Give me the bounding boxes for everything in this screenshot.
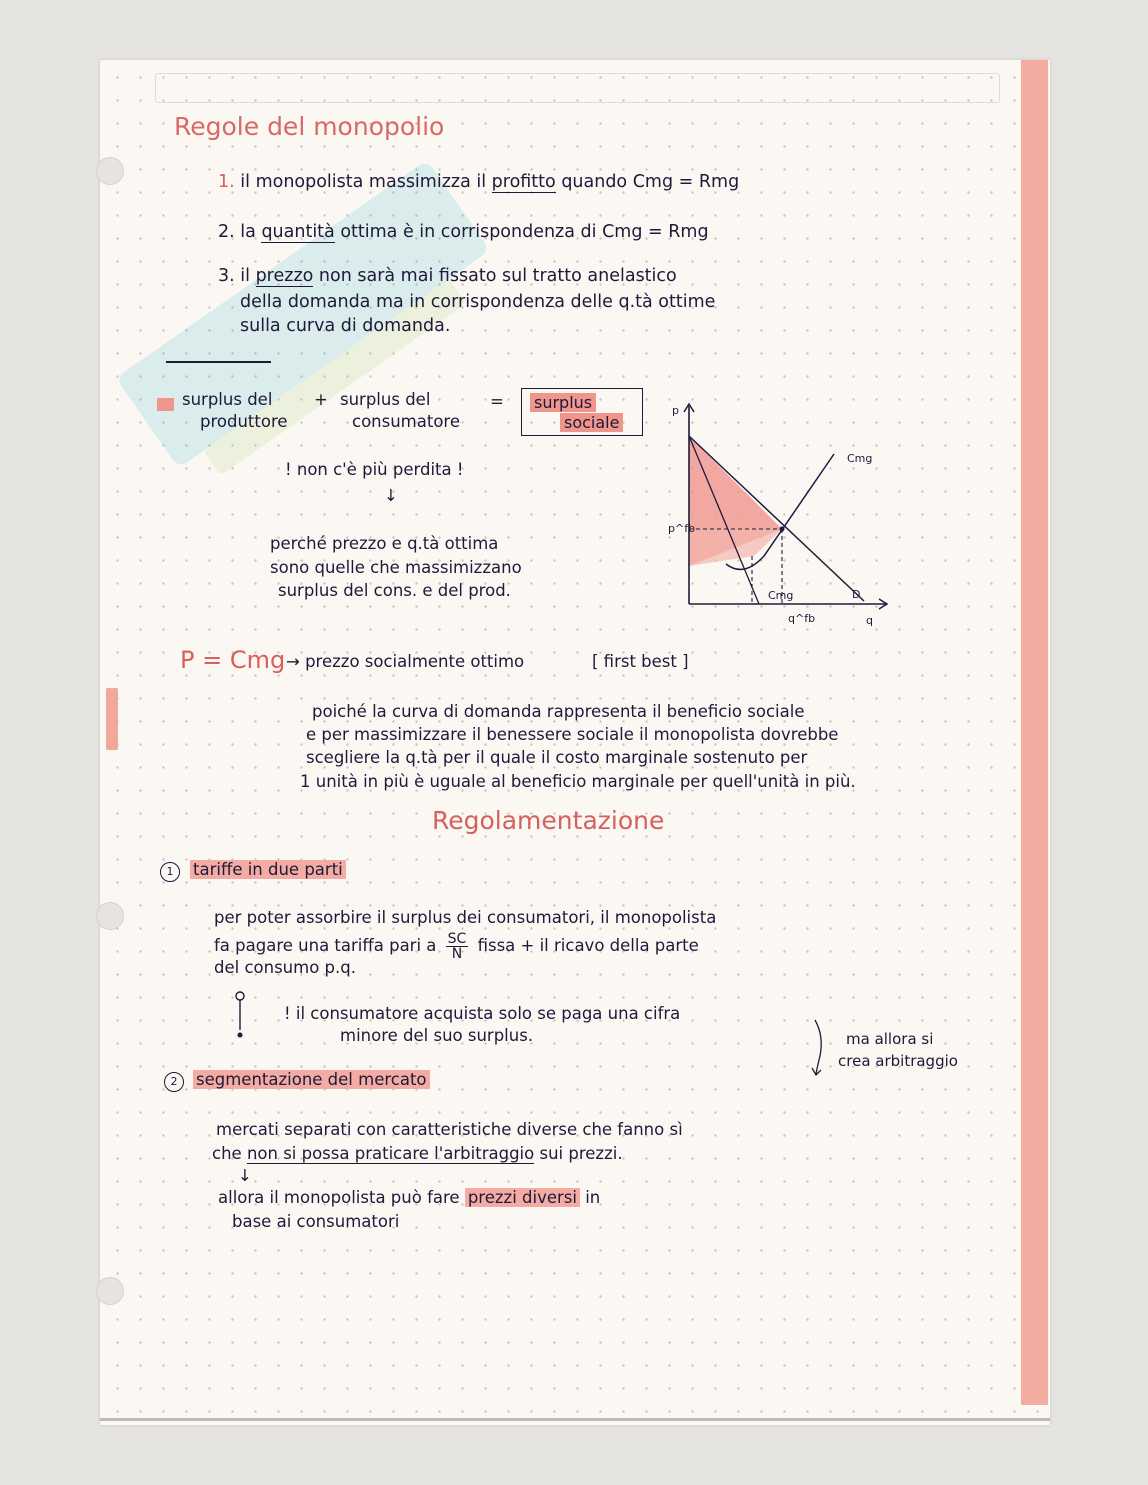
section-2-line-1: mercati separati con caratteristiche diverse che fanno sì [216,1120,683,1139]
logo-strip [106,688,118,750]
monopoly-graph [664,396,894,631]
pfb-label: p^fb [668,522,696,535]
section-2-line-2 [212,1144,623,1163]
rule-3-line-2: della domanda ma in corrispondenza delle q.tà ottime [240,292,716,312]
note-line-2: minore del suo surplus. [340,1026,534,1045]
rule-text: quando Cmg = Rmg [555,172,740,192]
axis-p-label: p [672,404,679,417]
section-1-number: 1 [160,862,180,882]
fraction-numerator: SC [447,931,467,947]
page-bottom-edge [100,1418,1050,1421]
cmg-bottom-label: Cmg [768,589,794,602]
price-equals-cmg: P = Cmg [180,646,286,674]
no-loss-text: ! non c'è più perdita ! [285,460,464,479]
equals-sign: = [490,392,504,411]
no-loss-note [285,460,464,479]
section-2-line-2-pre: che [212,1144,242,1163]
bullet-marker [157,398,174,411]
rule-keyword: quantità [261,222,335,242]
rule-number: 3. [218,266,235,286]
rule-text: il [240,266,256,286]
section-1-line-2-pre: fa pagare una tariffa pari a [214,936,437,955]
side-note-line-1: ma allora si [846,1030,934,1048]
explanation-line-3: scegliere la q.tà per il quale il costo marginale sostenuto per [306,748,808,767]
explanation-line-1: poiché la curva di domanda rappresenta il beneficio sociale [312,702,805,721]
sc-over-n-fraction [446,932,469,961]
section-1-title-text: tariffe in due parti [190,860,346,879]
section-2-line-3 [218,1188,600,1207]
social-surplus-line-1: surplus [530,393,596,412]
qfb-label: q^fb [788,612,816,625]
first-best-tag: [ first best ] [592,652,689,671]
social-surplus-box [521,388,643,436]
brace-arrow [810,1018,830,1078]
rule-1 [218,172,739,192]
axis-q-label: q [866,614,873,627]
price-socially-optimal: → prezzo socialmente ottimo [286,652,525,671]
explanation-line-2: e per massimizzare il benessere sociale il monopolista dovrebbe [306,725,839,744]
rule-keyword: profitto [491,172,556,192]
section-2-after-key: prezzi diversi [465,1188,580,1207]
section-2-title-text: segmentazione del mercato [193,1070,430,1089]
explanation-line-4: 1 unità in più è uguale al beneficio marginale per quell'unità in più. [300,772,856,791]
fraction-denominator: N [451,946,463,962]
section-2-line-4: base ai consumatori [232,1212,400,1231]
section-divider [166,361,271,363]
section-1-title [190,860,346,879]
consumer-surplus-line-1: surplus del [340,390,431,409]
binder-hole-2 [96,902,124,930]
section-1-line-3: del consumo p.q. [214,958,356,977]
arrow-down-2: ↓ [238,1166,252,1185]
rule-3 [218,266,677,286]
rule-text: la [240,222,262,242]
because-line-3: surplus del cons. e del prod. [278,581,511,600]
rule-text: il monopolista massimizza il [240,172,492,192]
section-1-line-2-post: fissa + il ricavo della parte [477,936,699,955]
binder-hole-1 [96,157,124,185]
section-2-line-2-post: sui prezzi. [539,1144,623,1163]
rule-keyword: prezzo [255,266,314,286]
rule-number: 2. [218,222,235,242]
demand-label: D [852,588,861,601]
header-bar [155,73,1000,103]
section-1-line-2 [214,932,699,961]
rule-number: 1. [218,172,235,192]
rule-2 [218,222,709,242]
producer-surplus-line-1: surplus del [182,390,273,409]
section-2-number: 2 [164,1072,184,1092]
section-2-after-post: in [579,1188,601,1207]
social-surplus-line-2: sociale [560,413,623,432]
rule-text: non sarà mai fissato sul tratto anelastico [313,266,677,286]
arrow-down: ↓ [384,486,398,505]
section-title-regulation: Regolamentazione [432,806,665,835]
consumer-surplus-line-2: consumatore [352,412,460,431]
page-title: Regole del monopolio [174,112,445,141]
rule-text: ottima è in corrispondenza di Cmg = Rmg [334,222,709,242]
plus-sign: + [314,390,328,409]
cmg-top-label: Cmg [847,452,873,465]
binder-hole-3 [96,1277,124,1305]
rule-3-line-3: sulla curva di domanda. [240,316,451,336]
because-line-1: perché prezzo e q.tà ottima [270,534,499,553]
producer-surplus-line-2: produttore [200,412,288,431]
section-1-line-1: per poter assorbire il surplus dei consumatori, il monopolista [214,908,717,927]
section-2-keyword: non si possa praticare l'arbitraggio [246,1144,535,1163]
section-2-after-pre: allora il monopolista può fare [218,1188,465,1207]
side-note-line-2: crea arbitraggio [838,1052,958,1070]
section-2-title [193,1070,430,1089]
exclamation-mark-drawing [232,990,248,1040]
page-edge-band [1021,60,1048,1405]
because-line-2: sono quelle che massimizzano [270,558,522,577]
note-line-1: ! il consumatore acquista solo se paga una cifra [284,1004,681,1023]
